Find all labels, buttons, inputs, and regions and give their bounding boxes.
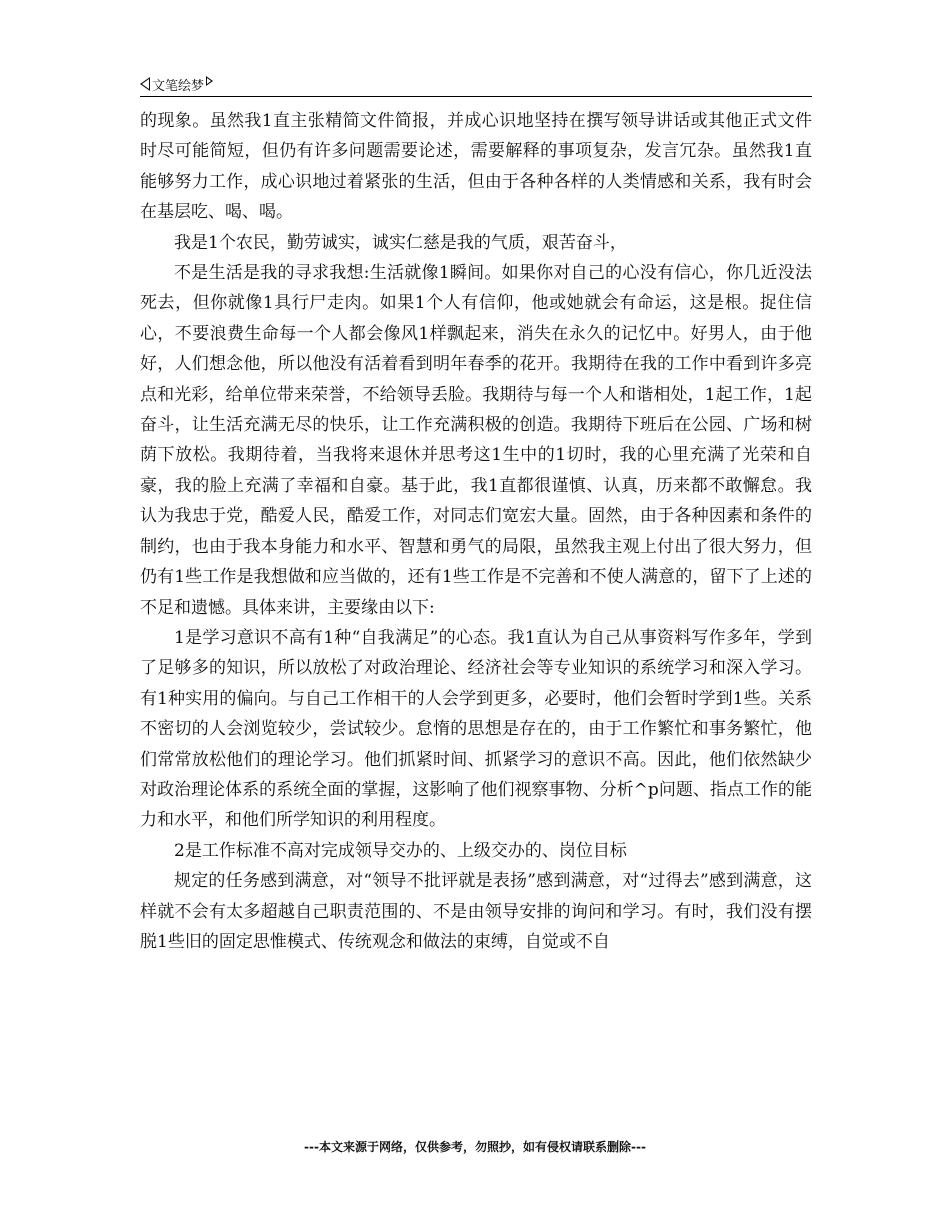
paragraph: 不是生活是我的寻求我想:生活就像1瞬间。如果你对自己的心没有信心，你几近没法死去，但你就像1具行尸走肉。如果1个人有信仰，他或她就会有命运，这是根。捉住信心，不要浪费生命每一个人都会像风1样飘起来，消失在永久的记忆中。好男人，由于他好，人们想念他，所以他没有活着看到明年春季的花开。我期待在我的工作中看到许多亮点和光彩，给单位带来荣誉，不给领导丢脸。我期待与每一个人和谐相处，1起工作，1起奋斗，让生活充满无尽的快乐，让工作充满积极的创造。我期待下班后在公园、广场和树荫下放松。我期待着，当我将来退休并思考这1生中的1切时，我的心里充满了光荣和自豪，我的脸上充满了幸福和自豪。基于此，我1直都很谨慎、认真，历来都不敢懈怠。我认为我忠于党，酷爱人民，酷爱工作，对同志们宽宏大量。固然，由于各种因素和条件的制约，也由于我本身能力和水平、智慧和勇气的局限，虽然我主观上付出了很大努力，但仍有1些工作是我想做和应当做的，还有1些工作是不完善和不使人满意的，留下了上述的不足和遗憾。具体来讲，主要缘由以下:	[140, 263, 812, 618]
page-header	[140, 74, 812, 97]
paragraph: 2是工作标准不高对完成领导交办的、上级交办的、岗位目标	[174, 840, 627, 861]
footer-disclaimer: ---本文来源于网络，仅供参考，勿照抄，如有侵权请联系删除---	[304, 1140, 646, 1154]
paragraph: 规定的任务感到满意，对“领导不批评就是表扬”感到满意，对“过得去”感到满意，这样就不会有太多超越自己职责范围的、不是由领导安排的询问和学习。有时，我们没有摆脱1些旧的固定思惟模式、传统观念和做法的束缚，自觉或不自	[140, 871, 812, 952]
paragraph: 我是1个农民，勤劳诚实，诚实仁慈是我的气质，艰苦奋斗，	[174, 232, 627, 253]
brand-title: 文笔绘梦	[152, 78, 205, 94]
left-triangle-icon	[140, 77, 150, 91]
brand-mark	[140, 74, 213, 94]
paragraph: 的现象。虽然我1直主张精简文件简报，并成心识地坚持在撰写领导讲话或其他正式文件时尽可能简短，但仍有许多问题需要论述，需要解释的事项复杂，发言冗杂。虽然我1直能够努力工作，成心识地过着紧张的生活，但由于各种各样的人类情感和关系，我有时会在基层吃、喝、喝。	[140, 111, 812, 223]
document-body	[140, 106, 812, 957]
paragraph: 1是学习意识不高有1种“自我满足”的心态。我1直认为自己从事资料写作多年，学到了足够多的知识，所以放松了对政治理论、经济社会等专业知识的系统学习和深入学习。有1种实用的偏向。与自己工作相干的人会学到更多，必要时，他们会暂时学到1些。关系不密切的人会浏览较少，尝试较少。怠惰的思想是存在的，由于工作繁忙和事务繁忙，他们常常放松他们的理论学习。他们抓紧时间、抓紧学习的意识不高。因此，他们依然缺少对政治理论体系的系统全面的掌握，这影响了他们视察事物、分析^p问题、指点工作的能力和水平，和他们所学知识的利用程度。	[140, 627, 812, 831]
right-triangle-icon	[206, 76, 213, 86]
